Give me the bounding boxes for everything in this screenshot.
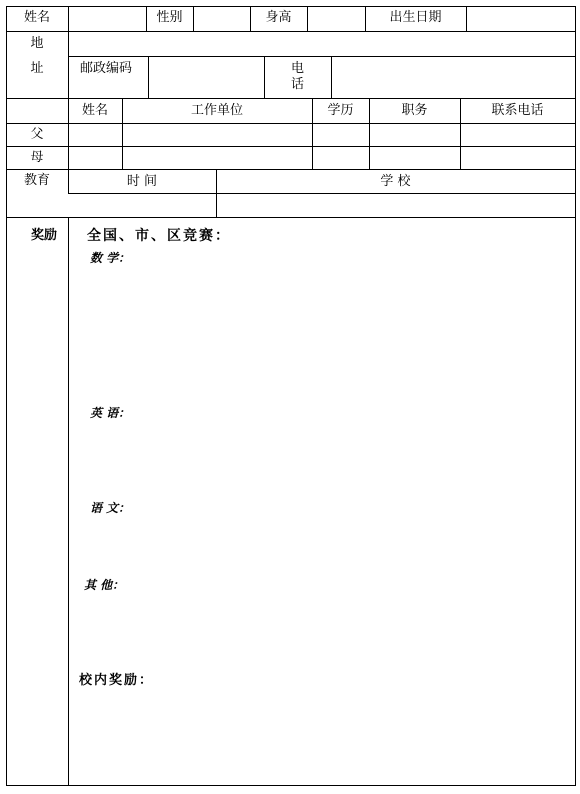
grid-line — [68, 193, 576, 194]
grid-line — [6, 217, 576, 218]
contact-phone-header: 联系电话 — [491, 103, 544, 118]
grid-line — [68, 31, 69, 98]
grid-line — [575, 6, 576, 786]
grid-line — [6, 98, 576, 99]
competitions-heading: 全国、市、区竞赛： — [87, 228, 231, 244]
education-level-header: 学历 — [327, 103, 354, 118]
position-header: 职务 — [401, 103, 428, 118]
grid-line — [193, 6, 194, 31]
school-header: 学 校 — [380, 174, 411, 189]
chinese-label: 语 文： — [90, 501, 131, 515]
gender-label: 性别 — [156, 10, 183, 25]
english-label: 英 语： — [90, 406, 131, 420]
address-label-line1: 地 — [30, 36, 44, 51]
parent-name-header: 姓名 — [81, 103, 108, 118]
grid-line — [6, 6, 576, 7]
grid-line — [307, 6, 308, 31]
grid-line — [148, 56, 149, 98]
other-label: 其 他： — [84, 578, 125, 592]
name-label: 姓名 — [23, 10, 50, 25]
grid-line — [331, 56, 332, 98]
height-label: 身高 — [265, 10, 292, 25]
grid-line — [6, 123, 576, 124]
education-label: 教育 — [23, 173, 50, 188]
grid-line — [6, 146, 576, 147]
grid-line — [68, 56, 576, 57]
father-label: 父 — [30, 127, 44, 142]
grid-line — [6, 6, 7, 786]
grid-line — [68, 217, 69, 785]
grid-line — [6, 785, 576, 786]
time-header: 时 间 — [126, 174, 158, 189]
postcode-label: 邮政编码 — [80, 61, 133, 76]
workplace-header: 工作单位 — [190, 103, 243, 118]
awards-label: 奖励 — [30, 228, 57, 243]
grid-line — [68, 6, 69, 31]
phone-label-line1: 电 — [290, 61, 304, 76]
grid-line — [6, 169, 576, 170]
grid-line — [466, 6, 467, 31]
mother-label: 母 — [30, 150, 44, 165]
phone-label-line2: 话 — [290, 77, 304, 92]
address-label-line2: 址 — [30, 61, 44, 76]
grid-line — [6, 31, 576, 32]
school-awards-label: 校内奖励： — [79, 673, 155, 688]
math-label: 数 学： — [90, 251, 131, 265]
birth-date-label: 出生日期 — [389, 10, 442, 25]
